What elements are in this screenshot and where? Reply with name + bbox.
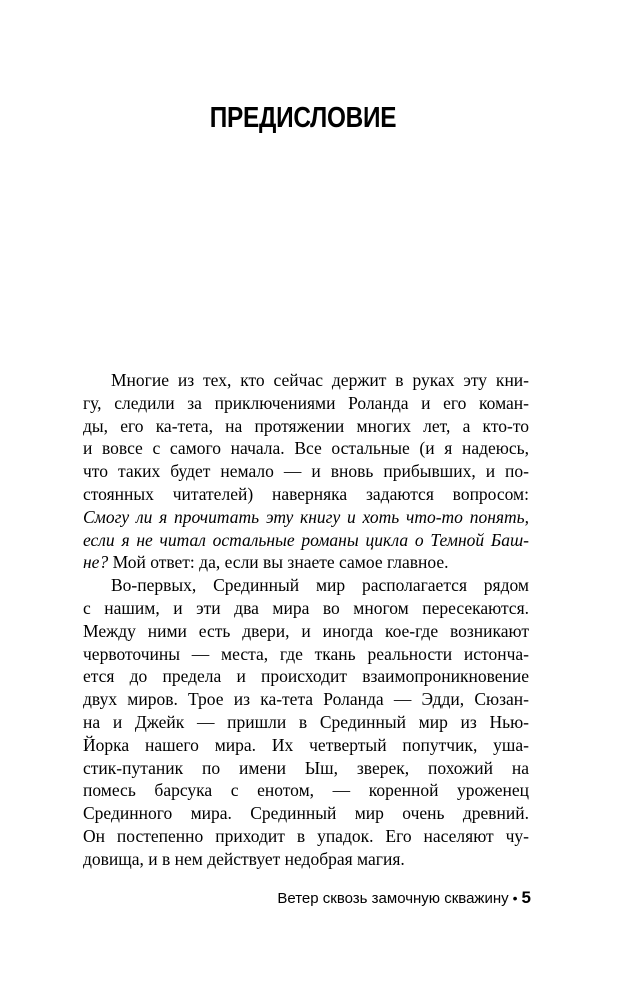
text-line: стик-путаник по имени Ыш, зверек, похожий на bbox=[83, 757, 529, 778]
page-number: 5 bbox=[521, 888, 531, 907]
page-title: ПРЕДИСЛОВИЕ bbox=[209, 102, 397, 134]
text-line: Во-первых, Срединный мир располагается рядом bbox=[111, 575, 529, 596]
text-line: двух миров. Трое из ка-тета Роланда — Эдди, Сюзан- bbox=[83, 689, 529, 710]
text-line: гу, следили за приключениями Роланда и его коман- bbox=[83, 392, 529, 413]
text-line: помесь барсука с енотом, — коренной уроженец bbox=[83, 780, 529, 801]
text-line: ды, его ка-тета, на протяжении многих лет, а кто-то bbox=[83, 415, 529, 436]
text-line: с нашим, и эти два мира во многом пересекаются. bbox=[83, 597, 529, 618]
text-line: червоточины — места, где ткань реальности истонча- bbox=[83, 643, 529, 664]
text-line: что таких будет немало — и вновь прибывших, и по- bbox=[83, 461, 529, 482]
text-line: стоянных читателей) наверняка задаются вопросом: bbox=[83, 483, 529, 504]
running-footer bbox=[277, 888, 531, 908]
running-title: Ветер сквозь замочную скважину bbox=[277, 890, 509, 907]
text-line: Он постепенно приходит в упадок. Его населяют чу- bbox=[83, 825, 529, 846]
text-line: и вовсе с самого начала. Все остальные (и я надеюсь, bbox=[83, 438, 529, 459]
paragraph bbox=[83, 369, 529, 574]
answer-text: Мой ответ: да, если вы знаете самое главное. bbox=[108, 552, 449, 573]
text-line: ется до предела и происходит взаимопроникновение bbox=[83, 666, 529, 687]
paragraph bbox=[83, 574, 529, 870]
text-line: Йорка нашего мира. Их четвертый попутчик, ушa- bbox=[83, 734, 529, 755]
text-line: Многие из тех, кто сейчас держит в руках эту кни- bbox=[111, 370, 529, 390]
italic-question-line: Смогу ли я прочитать эту книгу и хоть что-то понять, bbox=[83, 506, 529, 527]
text-line bbox=[83, 551, 529, 574]
italic-question-line: если я не читал остальные романы цикла о Темной Баш- bbox=[83, 529, 529, 550]
body-text bbox=[83, 369, 529, 871]
text-line: Между ними есть двери, и иногда кое-где возникают bbox=[83, 620, 529, 641]
text-line: на и Джейк — пришли в Срединный мир из Нью- bbox=[83, 711, 529, 732]
text-line: Срединного мира. Срединный мир очень древний. bbox=[83, 803, 529, 824]
text-line: довища, и в нем действует недобрая магия. bbox=[83, 848, 405, 869]
bullet-separator: • bbox=[512, 890, 518, 906]
italic-question-end: не? bbox=[83, 552, 109, 573]
